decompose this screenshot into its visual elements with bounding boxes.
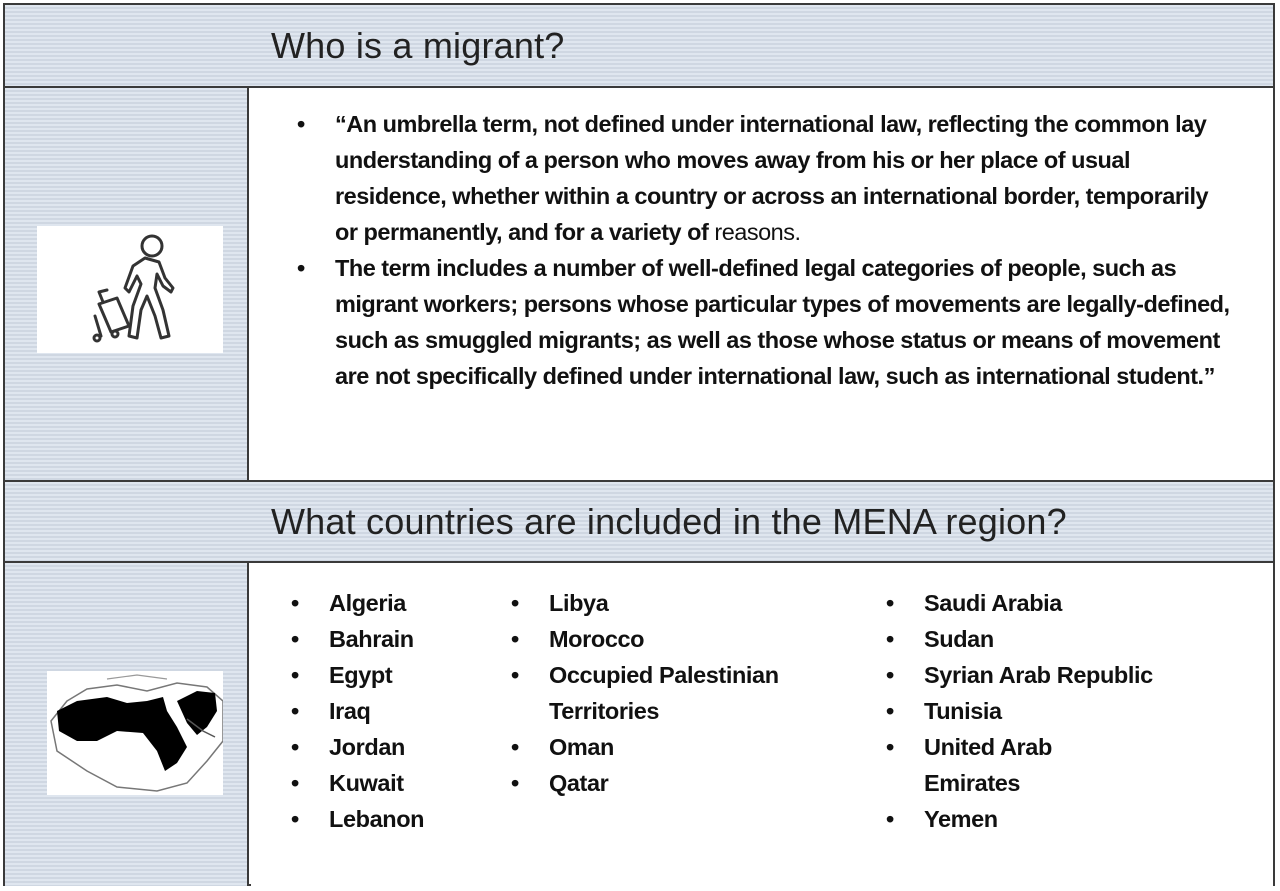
section-header-migrant (5, 5, 1273, 88)
country-item: • Iraq (329, 693, 509, 729)
country-item: • Saudi Arabia (924, 585, 1244, 621)
country-item: • Qatar (549, 765, 849, 801)
migrant-definition-list (335, 106, 1235, 394)
page-frame (3, 3, 1275, 886)
country-item: • Occupied Palestinian (549, 657, 849, 693)
mena-map-icon (47, 671, 223, 795)
country-item-continuation: Territories (549, 698, 660, 724)
mena-countries-panel (251, 563, 1273, 886)
walking-traveler-icon (37, 226, 223, 353)
sidebar-mena (5, 563, 249, 886)
country-column-3 (924, 585, 1244, 837)
country-item: • Yemen (924, 801, 1244, 837)
country-item: • Kuwait (329, 765, 509, 801)
country-item: • Oman (549, 729, 849, 765)
country-item: • Libya (549, 585, 849, 621)
country-item: • Morocco (549, 621, 849, 657)
country-item: • Syrian Arab Republic (924, 657, 1244, 693)
section-header-mena (5, 480, 1273, 563)
definition-1-end: reasons. (714, 219, 801, 245)
definition-item-2: • The term includes a number of well-defined legal categories of people, such as migrant workers; persons whose particular types of movements are legally-defined, such as smuggled migrants; as well as those whose status or means of movement are not specifically defined under international law, such as international student.” (335, 250, 1235, 394)
mena-region-map-icon (47, 671, 223, 795)
definition-item-1 (335, 106, 1235, 250)
country-item: • United Arab (924, 729, 1244, 765)
country-item: • Lebanon (329, 801, 509, 837)
country-item-continuation: Emirates (924, 770, 1021, 796)
sidebar-migrant (5, 88, 249, 480)
country-item: • Jordan (329, 729, 509, 765)
country-item: • Sudan (924, 621, 1244, 657)
country-column-2 (549, 585, 849, 801)
country-column-1 (329, 585, 509, 837)
migrant-traveler-icon (37, 226, 223, 353)
definition-1-text: “An umbrella term, not defined under international law, reflecting the common lay understanding of a person who moves away from his or her place of usual residence, whether within a country or across an international border, temporarily or permanently, and for a variety of (335, 111, 1209, 245)
country-item: • Bahrain (329, 621, 509, 657)
country-item: • Egypt (329, 657, 509, 693)
migrant-definition-panel (251, 88, 1273, 480)
country-item: • Tunisia (924, 693, 1244, 729)
section-title-migrant: Who is a migrant? (271, 24, 565, 66)
section-title-mena: What countries are included in the MENA region? (271, 500, 1067, 542)
country-item: • Algeria (329, 585, 509, 621)
